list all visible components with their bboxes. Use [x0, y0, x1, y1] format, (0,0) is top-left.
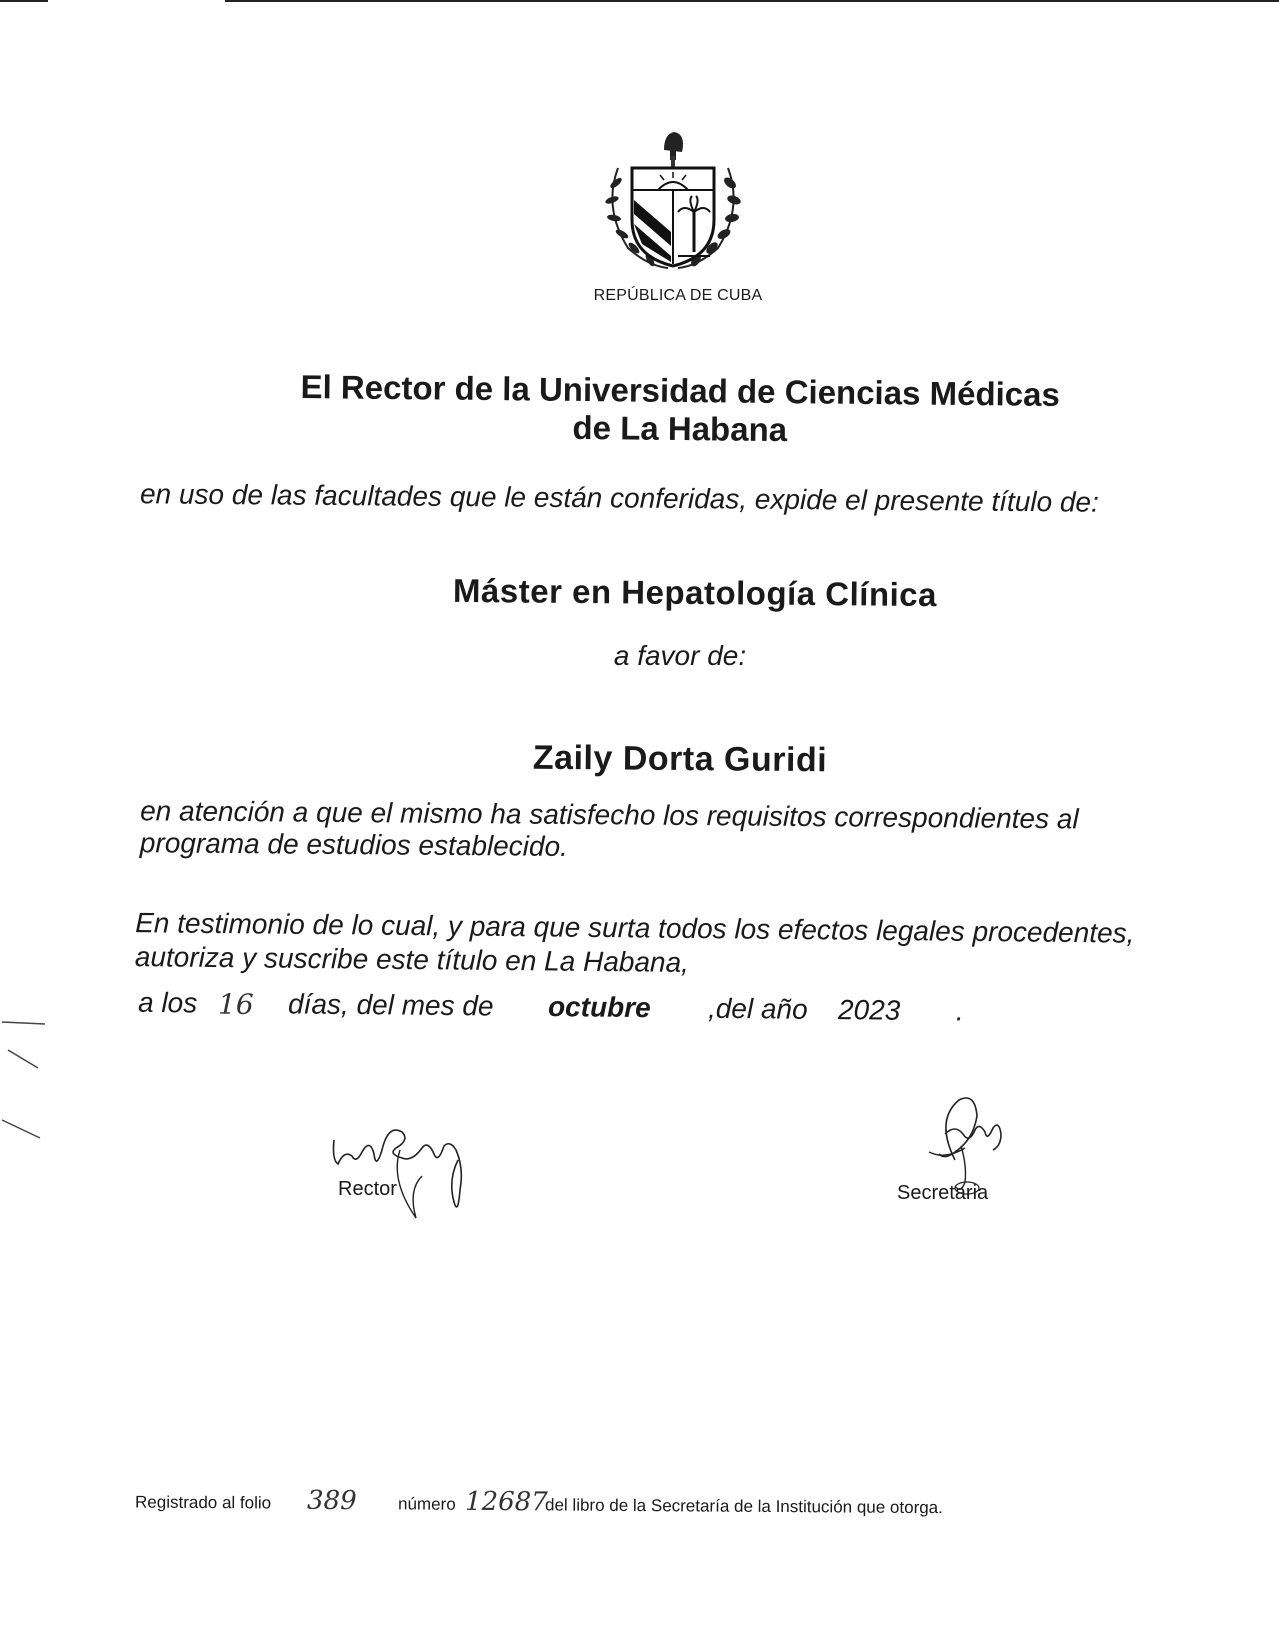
- registration-prefix: Registrado al folio: [134, 1492, 272, 1513]
- testimony-line-1: En testimonio de lo cual, y para que surta todos los efectos legales procedentes,: [135, 907, 1135, 949]
- date-prefix: a los: [137, 986, 198, 1019]
- secretary-label: Secretaria: [897, 1182, 989, 1204]
- date-year-label: ,del año: [707, 992, 808, 1025]
- rector-label: Rector: [338, 1178, 397, 1200]
- degree-title: Máster en Hepatología Clínica: [452, 571, 938, 614]
- reason-line-1: en atención a que el mismo ha satisfecho los requisitos correspondientes al: [140, 795, 1079, 835]
- registration-line: [134, 1485, 1135, 1536]
- country-name: REPÚBLICA DE CUBA: [593, 287, 763, 304]
- date-month: octubre: [547, 991, 651, 1024]
- testimony-text: [135, 906, 1256, 986]
- issuer-line-1: El Rector de la Universidad de Ciencias Médicas: [300, 368, 1061, 413]
- registration-folio: 389: [306, 1485, 357, 1517]
- issuer-line-2: de La Habana: [572, 408, 788, 449]
- top-border-rule: [0, 0, 1279, 3]
- favor-label: a favor de:: [613, 640, 747, 671]
- holder-name: Zaily Dorta Guridi: [532, 738, 828, 780]
- date-year: 2023: [837, 994, 901, 1026]
- date-days-label: días, del mes de: [287, 988, 494, 1022]
- registration-number-label: número: [397, 1494, 456, 1514]
- issuer-heading: [250, 367, 1111, 452]
- registration-suffix: del libro de la Secretaría de la Institución que otorga.: [544, 1495, 943, 1518]
- reason-text: [140, 795, 1241, 869]
- date-end: .: [955, 995, 964, 1027]
- rector-signature: [330, 1120, 490, 1230]
- reason-line-2: programa de estudios establecido.: [139, 827, 569, 862]
- left-margin-marks: [0, 1020, 60, 1170]
- intro-text: en uso de las facultades que le están conferidas, expide el presente título de:: [139, 478, 1099, 518]
- registration-number: 12687: [464, 1486, 548, 1518]
- testimony-line-2: autoriza y suscribe este título en La Habana,: [134, 941, 690, 978]
- date-line: [138, 987, 1138, 1037]
- date-day: 16: [217, 987, 254, 1021]
- cuban-coat-of-arms-icon: [598, 128, 748, 278]
